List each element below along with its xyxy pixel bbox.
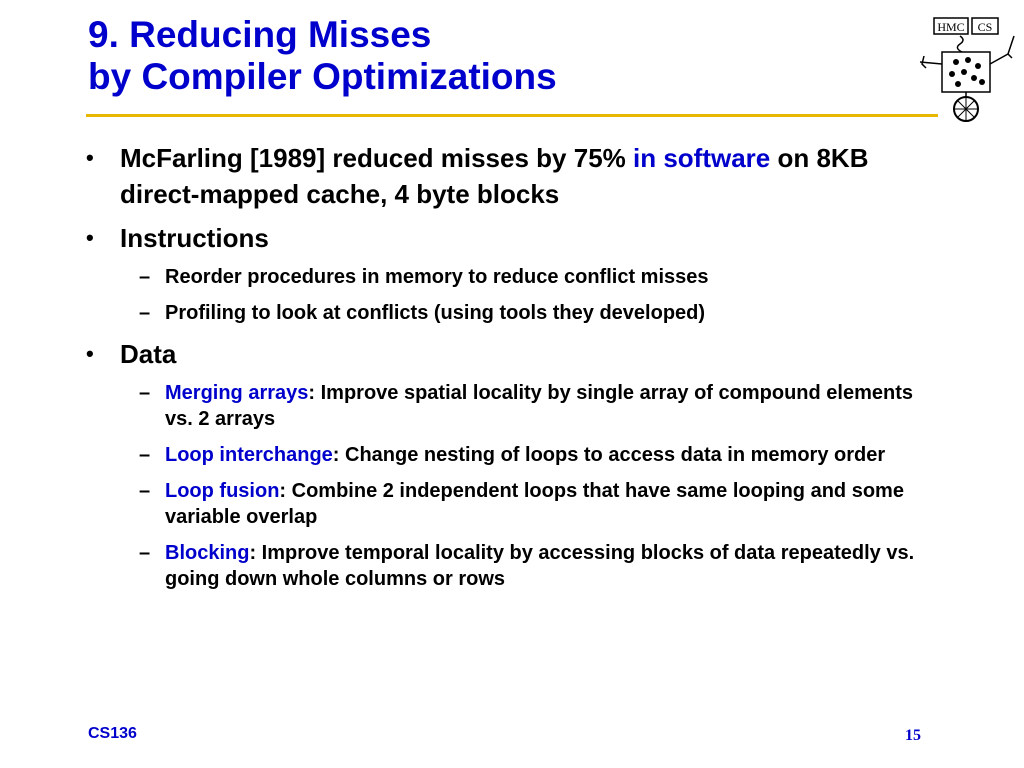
bullet-instructions: [86, 220, 946, 256]
sub-bullet-loop-interchange: [86, 442, 946, 468]
bullet-text: McFarling [1989] reduced misses by 75%: [120, 143, 633, 173]
sub-bullet-highlight: Loop fusion: [165, 480, 280, 502]
bullet-data: [86, 336, 946, 372]
slide-title: [88, 14, 557, 98]
sub-bullet-text: Profiling to look at conflicts (using tools they developed): [165, 302, 706, 324]
bullet-mcfarling: [86, 140, 946, 212]
bullet-text: Data: [120, 339, 177, 369]
bullet-highlight: in software: [633, 143, 771, 173]
footer-page-number: 15: [905, 727, 921, 744]
bullet-text: Instructions: [120, 223, 269, 253]
slide-body: [86, 140, 946, 602]
sub-bullet: [86, 264, 946, 290]
dash-icon: –: [139, 480, 151, 502]
dash-icon: –: [139, 444, 151, 466]
sub-bullet: [86, 300, 946, 326]
sub-bullet-text: : Change nesting of loops to access data in memory order: [332, 444, 886, 466]
sub-bullet-text: : Combine 2 independent loops that have same looping and some variable overlap: [165, 480, 904, 528]
hmc-cs-robot-logo-icon: [916, 16, 1022, 124]
logo-text-hmc: HMC: [937, 20, 965, 34]
bullet-dot-icon: •: [86, 225, 94, 250]
sub-bullet-highlight: Merging arrays: [165, 382, 309, 404]
dash-icon: –: [139, 266, 151, 288]
title-line-1: 9. Reducing Misses: [88, 14, 432, 55]
title-line-2: by Compiler Optimizations: [88, 56, 557, 97]
sub-bullet-text: : Improve temporal locality by accessing blocks of data repeatedly vs. going down whole columns or rows: [165, 542, 915, 590]
dash-icon: –: [139, 302, 151, 324]
bullet-dot-icon: •: [86, 341, 94, 366]
title-divider: [86, 114, 938, 117]
sub-bullet-blocking: [86, 540, 946, 592]
dash-icon: –: [139, 382, 151, 404]
sub-bullet-loop-fusion: [86, 478, 946, 530]
sub-bullet-merging-arrays: [86, 380, 946, 432]
bullet-text-rest: on 8KB direct-mapped cache, 4 byte blocks: [120, 143, 869, 209]
footer-course: CS136: [88, 725, 137, 742]
logo-text-cs: CS: [977, 20, 993, 34]
sub-bullet-highlight: Loop interchange: [165, 444, 333, 466]
dash-icon: –: [139, 542, 151, 564]
bullet-dot-icon: •: [86, 145, 94, 170]
sub-bullet-text: Reorder procedures in memory to reduce conflict misses: [165, 266, 709, 288]
sub-bullet-text: : Improve spatial locality by single array of compound elements vs. 2 arrays: [165, 382, 913, 430]
sub-bullet-highlight: Blocking: [165, 542, 250, 564]
